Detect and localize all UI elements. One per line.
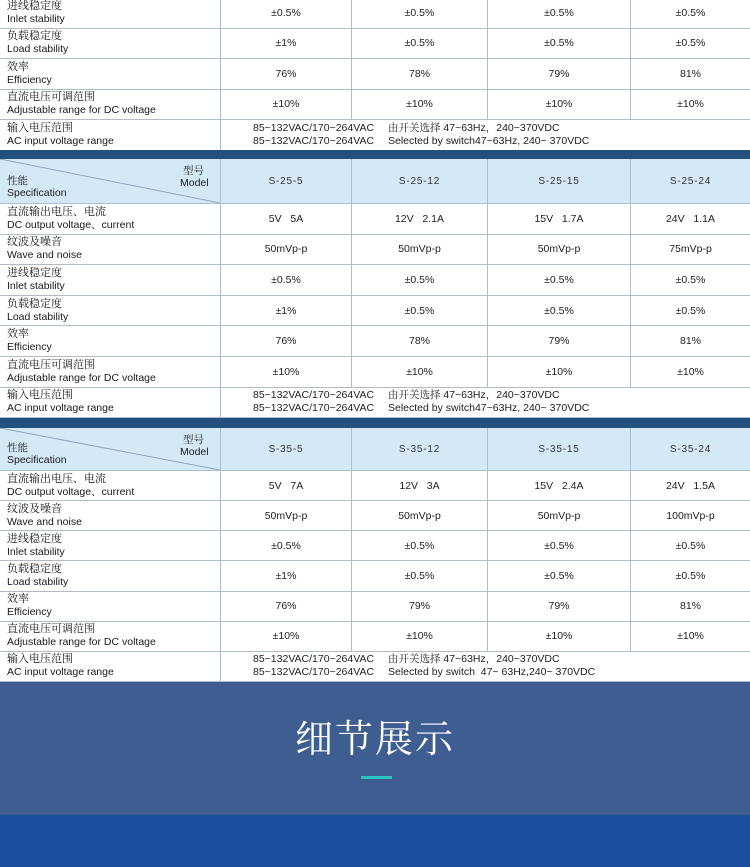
row-label-en: Efficiency — [7, 606, 52, 619]
value-cell: 5V 7A — [221, 471, 352, 501]
model-label-cn: 型号 — [183, 434, 204, 446]
spec-label-en: Specification — [7, 454, 67, 466]
ac-voltage-range: 85~132VAC/170~264VAC — [253, 121, 375, 134]
row-label-en: Inlet stability — [7, 545, 65, 558]
header-row — [0, 159, 750, 204]
row-label-en: AC input voltage range — [7, 402, 114, 415]
spec-label-en: Specification — [7, 187, 67, 199]
row-label-en: Load stability — [7, 575, 69, 588]
spec-row-efficiency — [0, 59, 750, 90]
model-cell: S-25-15 — [488, 159, 631, 204]
model-cell: S-25-24 — [631, 159, 750, 204]
row-label-cn: 负载稳定度 — [7, 30, 62, 43]
row-label-en: Adjustable range for DC voltage — [7, 371, 156, 384]
row-label-en: Adjustable range for DC voltage — [7, 636, 156, 649]
spec-label-cn: 性能 — [7, 175, 28, 187]
value-cell: 50mVp-p — [352, 235, 488, 266]
value-cell: 5V 5A — [221, 204, 352, 235]
ac-input-merged-cell — [221, 388, 750, 419]
value-cell: 79% — [488, 592, 631, 622]
value-cell: ±10% — [631, 90, 750, 121]
value-cell: ±0.5% — [488, 265, 631, 296]
section-separator-bar — [0, 150, 750, 159]
model-header-label — [180, 165, 209, 189]
ac-switch-note: Selected by switch47~63Hz, 240~ 370VDC — [388, 402, 590, 415]
spec-row-adjustable-range — [0, 90, 750, 121]
spec-row-efficiency — [0, 592, 750, 622]
row-label — [0, 265, 221, 296]
header-corner-cell — [0, 428, 221, 471]
ac-voltage-range: 85~132VAC/170~264VAC — [253, 666, 375, 679]
banner-title: 细节展示 — [294, 717, 455, 761]
row-label-cn: 直流输出电压、电流 — [7, 472, 106, 485]
ac-input-line-en — [253, 666, 750, 679]
value-cell: ±0.5% — [488, 561, 631, 591]
row-label-en: AC input voltage range — [7, 134, 114, 147]
value-cell: ±0.5% — [352, 29, 488, 60]
value-cell: ±10% — [631, 622, 750, 652]
spec-row-adjustable-range — [0, 357, 750, 388]
row-label-cn: 直流电压可调范围 — [7, 623, 95, 636]
value-cell: 76% — [221, 592, 352, 622]
value-cell: ±0.5% — [488, 29, 631, 60]
value-cell: ±0.5% — [352, 265, 488, 296]
spec-row-efficiency — [0, 326, 750, 357]
spec-label-cn: 性能 — [7, 442, 28, 454]
header-row — [0, 428, 750, 471]
spec-row-dc-output — [0, 204, 750, 235]
ac-switch-note: 由开关选择 47~63Hz，240~370VDC — [388, 653, 560, 666]
row-label — [0, 90, 221, 121]
model-header-label — [180, 434, 209, 458]
value-cell: ±10% — [352, 357, 488, 388]
ac-switch-note: Selected by switch 47~ 63Hz,240~ 370VDC — [388, 666, 596, 679]
value-cell: ±10% — [221, 622, 352, 652]
row-label — [0, 531, 221, 561]
value-cell: ±0.5% — [488, 296, 631, 327]
row-label — [0, 59, 221, 90]
ac-input-merged-cell — [221, 652, 750, 682]
value-cell: 50mVp-p — [352, 501, 488, 531]
row-label-en: DC output voltage、current — [7, 218, 135, 231]
row-label-en: Wave and noise — [7, 249, 82, 262]
ac-voltage-range: 85~132VAC/170~264VAC — [253, 134, 375, 147]
value-cell: ±0.5% — [631, 29, 750, 60]
ac-voltage-range: 85~132VAC/170~264VAC — [253, 653, 375, 666]
row-label-cn: 直流电压可调范围 — [7, 91, 95, 104]
spec-row-wave-noise — [0, 501, 750, 531]
value-cell: 15V 2.4A — [488, 471, 631, 501]
value-cell: ±10% — [352, 90, 488, 121]
spec-header-label — [7, 442, 67, 466]
row-label-cn: 进线稳定度 — [7, 532, 62, 545]
ac-input-merged-cell — [221, 120, 750, 151]
ac-switch-note: 由开关选择 47~63Hz，240~370VDC — [388, 389, 560, 402]
value-cell: 81% — [631, 592, 750, 622]
row-label — [0, 357, 221, 388]
value-cell: 78% — [352, 59, 488, 90]
spec-row-dc-output — [0, 471, 750, 501]
value-cell: ±0.5% — [631, 531, 750, 561]
row-label — [0, 296, 221, 327]
row-label-cn: 效率 — [7, 593, 29, 606]
row-label-cn: 效率 — [7, 328, 29, 341]
model-label-en: Model — [180, 446, 209, 458]
value-cell: ±10% — [221, 90, 352, 121]
row-label-cn: 直流电压可调范围 — [7, 358, 95, 371]
ac-input-line-cn — [253, 122, 750, 135]
row-label-cn: 进线稳定度 — [7, 266, 62, 279]
row-label — [0, 326, 221, 357]
value-cell: 100mVp-p — [631, 501, 750, 531]
section-separator-bar — [0, 418, 750, 428]
value-cell: ±0.5% — [352, 531, 488, 561]
row-label-cn: 进线稳定度 — [7, 0, 62, 12]
row-label-cn: 直流输出电压、电流 — [7, 205, 106, 218]
spec-row-load-stability — [0, 561, 750, 591]
value-cell: 12V 3A — [352, 471, 488, 501]
title-underline-accent — [361, 776, 392, 779]
value-cell: 50mVp-p — [488, 235, 631, 266]
value-cell: ±0.5% — [221, 265, 352, 296]
ac-voltage-range: 85~132VAC/170~264VAC — [253, 402, 375, 415]
model-cell: S-35-24 — [631, 428, 750, 471]
value-cell: 81% — [631, 59, 750, 90]
value-cell: ±0.5% — [352, 561, 488, 591]
ac-switch-note: Selected by switch47~63Hz, 240~ 370VDC — [388, 134, 590, 147]
row-label-cn: 输入电压范围 — [7, 389, 73, 402]
spec-header-label — [7, 175, 67, 199]
row-label — [0, 652, 221, 682]
ac-input-line-en — [253, 135, 750, 148]
value-cell: ±1% — [221, 561, 352, 591]
value-cell: ±0.5% — [221, 0, 352, 29]
row-label-en: Inlet stability — [7, 279, 65, 292]
row-label-en: Load stability — [7, 43, 69, 56]
value-cell: 50mVp-p — [221, 501, 352, 531]
ac-input-line-cn — [253, 653, 750, 666]
value-cell: ±0.5% — [488, 0, 631, 29]
model-cell: S-35-15 — [488, 428, 631, 471]
row-label-en: Inlet stability — [7, 12, 65, 25]
ac-input-line-cn — [253, 389, 750, 402]
row-label — [0, 29, 221, 60]
row-label — [0, 622, 221, 652]
row-label-cn: 纹波及噪音 — [7, 502, 62, 515]
row-label — [0, 204, 221, 235]
banner-bottom-strip — [0, 815, 750, 867]
value-cell: ±0.5% — [352, 0, 488, 29]
row-label-cn: 输入电压范围 — [7, 121, 73, 134]
spec-row-load-stability — [0, 296, 750, 327]
row-label-en: Load stability — [7, 310, 69, 323]
value-cell: ±0.5% — [631, 265, 750, 296]
ac-voltage-range: 85~132VAC/170~264VAC — [253, 389, 375, 402]
value-cell: 24V 1.1A — [631, 204, 750, 235]
value-cell: 50mVp-p — [488, 501, 631, 531]
value-cell: 50mVp-p — [221, 235, 352, 266]
row-label-en: DC output voltage、current — [7, 485, 135, 498]
value-cell: ±0.5% — [221, 531, 352, 561]
value-cell: 79% — [488, 326, 631, 357]
row-label-cn: 负载稳定度 — [7, 562, 62, 575]
value-cell: ±10% — [221, 357, 352, 388]
row-label-cn: 负载稳定度 — [7, 297, 62, 310]
value-cell: ±0.5% — [352, 296, 488, 327]
model-label-en: Model — [180, 177, 209, 189]
row-label — [0, 592, 221, 622]
spec-row-ac-input — [0, 388, 750, 419]
value-cell: ±10% — [631, 357, 750, 388]
row-label — [0, 561, 221, 591]
value-cell: ±10% — [488, 622, 631, 652]
row-label-cn: 输入电压范围 — [7, 653, 73, 666]
model-cell: S-35-12 — [352, 428, 488, 471]
value-cell: 78% — [352, 326, 488, 357]
ac-switch-note: 由开关选择 47~63Hz，240~370VDC — [388, 121, 560, 134]
spec-row-inlet-stability — [0, 531, 750, 561]
value-cell: ±10% — [488, 357, 631, 388]
row-label-en: Adjustable range for DC voltage — [7, 104, 156, 117]
model-cell: S-25-5 — [221, 159, 352, 204]
spec-row-ac-input — [0, 652, 750, 682]
value-cell: ±0.5% — [631, 561, 750, 591]
value-cell: 75mVp-p — [631, 235, 750, 266]
value-cell: ±0.5% — [488, 531, 631, 561]
spec-row-inlet-stability — [0, 0, 750, 29]
value-cell: ±0.5% — [631, 0, 750, 29]
row-label — [0, 471, 221, 501]
row-label-en: Efficiency — [7, 73, 52, 86]
model-label-cn: 型号 — [183, 165, 204, 177]
value-cell: 76% — [221, 59, 352, 90]
value-cell: 79% — [352, 592, 488, 622]
spec-row-ac-input — [0, 120, 750, 151]
value-cell: 15V 1.7A — [488, 204, 631, 235]
value-cell: 12V 2.1A — [352, 204, 488, 235]
spec-table-s35 — [0, 428, 750, 682]
model-cell: S-35-5 — [221, 428, 352, 471]
value-cell: ±1% — [221, 29, 352, 60]
row-label-en: AC input voltage range — [7, 666, 114, 679]
value-cell: ±10% — [352, 622, 488, 652]
row-label-cn: 纹波及噪音 — [7, 236, 62, 249]
value-cell: 76% — [221, 326, 352, 357]
spec-row-inlet-stability — [0, 265, 750, 296]
value-cell: 79% — [488, 59, 631, 90]
row-label-en: Wave and noise — [7, 515, 82, 528]
header-corner-cell — [0, 159, 221, 204]
model-cell: S-25-12 — [352, 159, 488, 204]
ac-input-line-en — [253, 402, 750, 415]
spec-row-load-stability — [0, 29, 750, 60]
row-label-cn: 效率 — [7, 60, 29, 73]
spec-table-previous-model — [0, 0, 750, 151]
row-label — [0, 388, 221, 419]
value-cell: ±0.5% — [631, 296, 750, 327]
row-label — [0, 501, 221, 531]
row-label — [0, 120, 221, 151]
value-cell: ±10% — [488, 90, 631, 121]
spec-table-s25 — [0, 159, 750, 418]
row-label — [0, 0, 221, 29]
spec-row-wave-noise — [0, 235, 750, 266]
row-label — [0, 235, 221, 266]
value-cell: ±1% — [221, 296, 352, 327]
row-label-en: Efficiency — [7, 341, 52, 354]
detail-showcase-banner — [0, 682, 750, 867]
value-cell: 24V 1.5A — [631, 471, 750, 501]
value-cell: 81% — [631, 326, 750, 357]
spec-row-adjustable-range — [0, 622, 750, 652]
